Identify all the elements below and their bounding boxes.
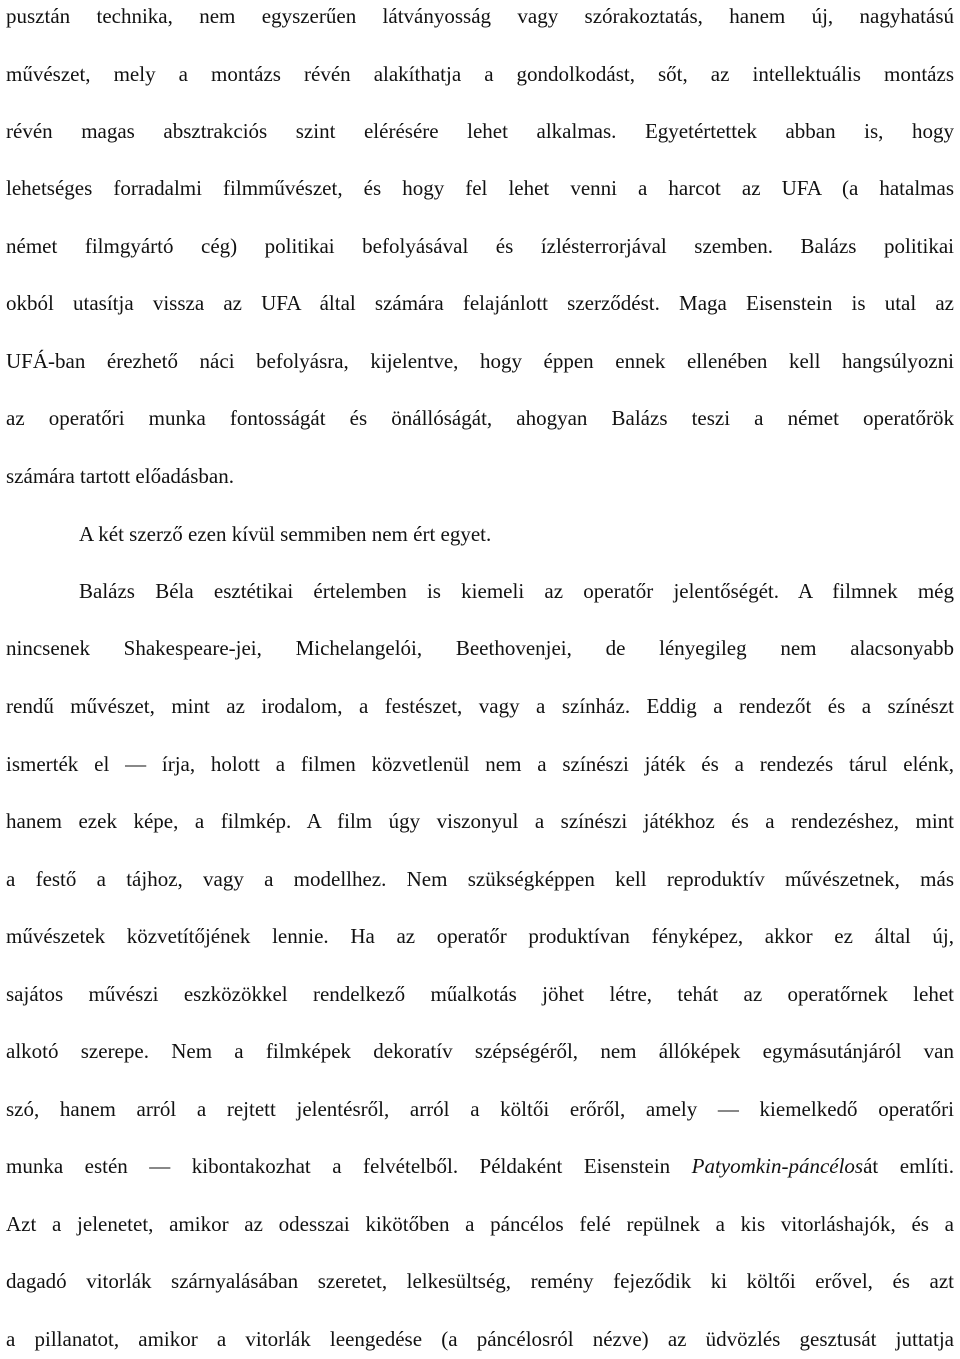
paragraph-line: A két szerző ezen kívül semmiben nem ért egyet. [79, 522, 492, 546]
text-line: német filmgyártó cég) politikai befolyásával és ízlésterrorjával szemben. Balázs politikai [6, 234, 954, 258]
paragraph-last-line: számára tartott előadásban. [6, 464, 234, 488]
line-text-after: át említi. [863, 1154, 954, 1178]
text-line: nincsenek Shakespeare-jei, Michelangelói, Beethovenjei, de lényegileg nem alacsonyabb [6, 636, 954, 660]
text-line: okból utasítja vissza az UFA által számára felajánlott szerződést. Maga Eisenstein is utal az [6, 291, 954, 315]
text-line: rendű művészet, mint az irodalom, a festészet, vagy a színház. Eddig a rendezőt és a színészt [6, 694, 954, 718]
text-line: alkotó szerepe. Nem a filmképek dekoratív szépségéről, nem állóképek egymásutánjáról van [6, 1039, 954, 1063]
text-line: a festő a tájhoz, vagy a modellhez. Nem szükségképpen kell reproduktív művészetnek, más [6, 867, 954, 891]
text-line: sajátos művészi eszközökkel rendelkező műalkotás jöhet létre, tehát az operatőrnek lehet [6, 982, 954, 1006]
line-text-before: munka estén — kibontakozhat a felvételből. Példaként Eisenstein [6, 1154, 692, 1178]
text-line: pusztán technika, nem egyszerűen látványosság vagy szórakoztatás, hanem új, nagyhatású [6, 4, 954, 28]
text-line: UFÁ-ban érezhető náci befolyásra, kijelentve, hogy éppen ennek ellenében kell hangsúlyozni [6, 349, 954, 373]
text-line: az operatőri munka fontosságát és önállóságát, ahogyan Balázs teszi a német operatőrök [6, 406, 954, 430]
text-line: szó, hanem arról a rejtett jelentésről, arról a költői erőről, amely — kiemelkedő operatőri [6, 1097, 954, 1121]
text-line: révén magas absztrakciós szint elérésére lehet alkalmas. Egyetértettek abban is, hogy [6, 119, 954, 143]
text-line: művészet, mely a montázs révén alakíthatja a gondolkodást, sőt, az intellektuális montázs [6, 62, 954, 86]
film-title-italic: Patyomkin-páncélos [691, 1154, 864, 1178]
text-line: Azt a jelenetet, amikor az odesszai kikötőben a páncélos felé repülnek a kis vitorláshajók, és a [6, 1212, 954, 1236]
text-line: hanem ezek képe, a filmkép. A film úgy viszonyul a színészi játékhoz és a rendezéshez, mint [6, 809, 954, 833]
text-line: a pillanatot, amikor a vitorlák leengedése (a páncélosról nézve) az üdvözlés gesztusát juttatja [6, 1327, 954, 1351]
text-line: dagadó vitorlák szárnyalásában szeretet, lelkesültség, remény fejeződik ki költői erővel, és azt [6, 1269, 954, 1293]
paragraph-first-line: Balázs Béla esztétikai értelemben is kiemeli az operatőr jelentőségét. A filmnek még [79, 579, 954, 603]
text-line: művészetek közvetítőjének lennie. Ha az operatőr produktívan fényképez, akkor ez által új, [6, 924, 954, 948]
text-line: ismerték el — írja, holott a filmen közvetlenül nem a színészi játék és a rendezés tárul elénk, [6, 752, 954, 776]
text-line: lehetséges forradalmi filmművészet, és hogy fel lehet venni a harcot az UFA (a hatalmas [6, 176, 954, 200]
text-line-with-italic-title [6, 1151, 954, 1181]
